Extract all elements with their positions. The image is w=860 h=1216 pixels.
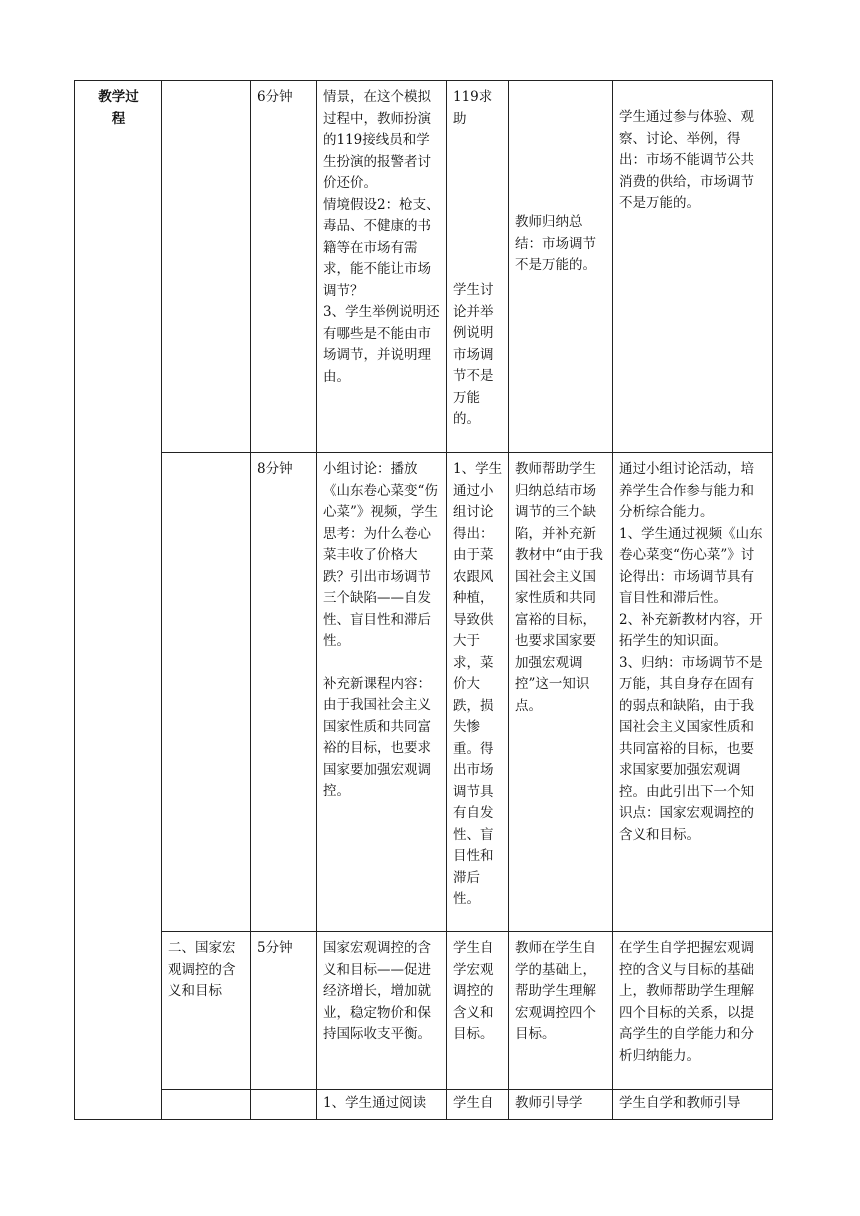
teacher-activity-cell: 教师在学生自学的基础上，帮助学生理解宏观调控四个目标。: [509, 932, 613, 1090]
table-row: [75, 932, 773, 1090]
student-activity-bottom: 学生讨论并举例说明市场调节不是万能的。: [453, 282, 494, 427]
topic-cell: [162, 81, 251, 453]
student-activity-cell: 学生自学宏观调控的含义和目标。: [447, 932, 509, 1090]
content-cell: [317, 453, 447, 932]
student-activity-cell: 学生自: [447, 1090, 509, 1120]
content-cell: 1、学生通过阅读: [317, 1090, 447, 1120]
table-row: [75, 81, 773, 453]
content-cell: 国家宏观调控的含义和目标——促进经济增长，增加就业，稳定物价和保持国际收支平衡。: [317, 932, 447, 1090]
topic-cell: 二、国家宏观调控的含义和目标: [162, 932, 251, 1090]
teacher-activity-cell: 教师帮助学生归纳总结市场调节的三个缺陷，并补充新教材中“由于我国社会主义国家性质和共同富裕的目标，也要求国家要加强宏观调控”这一知识点。: [509, 453, 613, 932]
intent-paragraph: 1、学生通过视频《山东卷心菜变“伤心菜”》讨论得出：市场调节具有盲目性和滞后性。: [619, 525, 763, 606]
time-cell: 6分钟: [251, 81, 317, 453]
design-intent-cell: 学生通过参与体验、观察、讨论、举例，得出：市场不能调节公共消费的供给，市场调节不是万能的。: [613, 81, 773, 453]
student-activity-top: 119求助: [453, 89, 493, 127]
content-cell: [317, 81, 447, 453]
content-paragraph: 情景，在这个模拟过程中，教师扮演的119接线员和学生扮演的报警者讨价还价。: [323, 89, 431, 191]
design-intent-cell: 在学生自学把握宏观调控的含义与目标的基础上，教师帮助学生理解四个目标的关系，以提高学生的自学能力和分析归纳能力。: [613, 932, 773, 1090]
content-paragraph: 情境假设2：枪支、毒品、不健康的书籍等在市场有需求，能不能让市场调节？: [323, 196, 440, 299]
lesson-plan-table: [74, 80, 773, 1120]
student-activity-cell: 1、学生通过小组讨论得出：由于菜农跟风种植，导致供大于求，菜价大跌，损失惨重。得出市场调节具有自发性、盲目性和滞后性。: [447, 453, 509, 932]
teacher-activity-cell: 教师引导学: [509, 1090, 613, 1120]
student-activity-cell: [447, 81, 509, 453]
content-paragraph: 补充新课程内容：由于我国社会主义国家性质和共同富裕的目标，也要求国家要加强宏观调控。: [323, 675, 431, 799]
topic-cell: [162, 453, 251, 932]
time-cell: 5分钟: [251, 932, 317, 1090]
intent-paragraph: 2、补充新教材内容，开拓学生的知识面。: [619, 611, 763, 649]
section-label-cell: [75, 81, 162, 1120]
table-row: [75, 1090, 773, 1120]
section-label: 教学过程: [98, 89, 139, 127]
content-paragraph: 3、学生举例说明还有哪些是不能由市场调节，并说明理由。: [323, 304, 440, 385]
time-cell: 8分钟: [251, 453, 317, 932]
design-intent-cell: [613, 453, 773, 932]
intent-paragraph: 通过小组讨论活动，培养学生合作参与能力和分析综合能力。: [619, 461, 754, 520]
design-intent-cell: 学生自学和教师引导: [613, 1090, 773, 1120]
topic-cell: [162, 1090, 251, 1120]
content-paragraph: 小组讨论：播放《山东卷心菜变“伤心菜”》视频，学生思考：为什么卷心菜丰收了价格大跌？引出市场调节三个缺陷——自发性、盲目性和滞后性。: [323, 461, 438, 649]
table-row: [75, 453, 773, 932]
teacher-activity-cell: 教师归纳总结：市场调节不是万能的。: [509, 81, 613, 453]
intent-paragraph: 3、归纳：市场调节不是万能，其自身存在固有的弱点和缺陷，由于我国社会主义国家性质和共同富裕的目标，也要求国家要加强宏观调控。由此引出下一个知识点：国家宏观调控的含义和目标。: [619, 654, 763, 843]
time-cell: [251, 1090, 317, 1120]
